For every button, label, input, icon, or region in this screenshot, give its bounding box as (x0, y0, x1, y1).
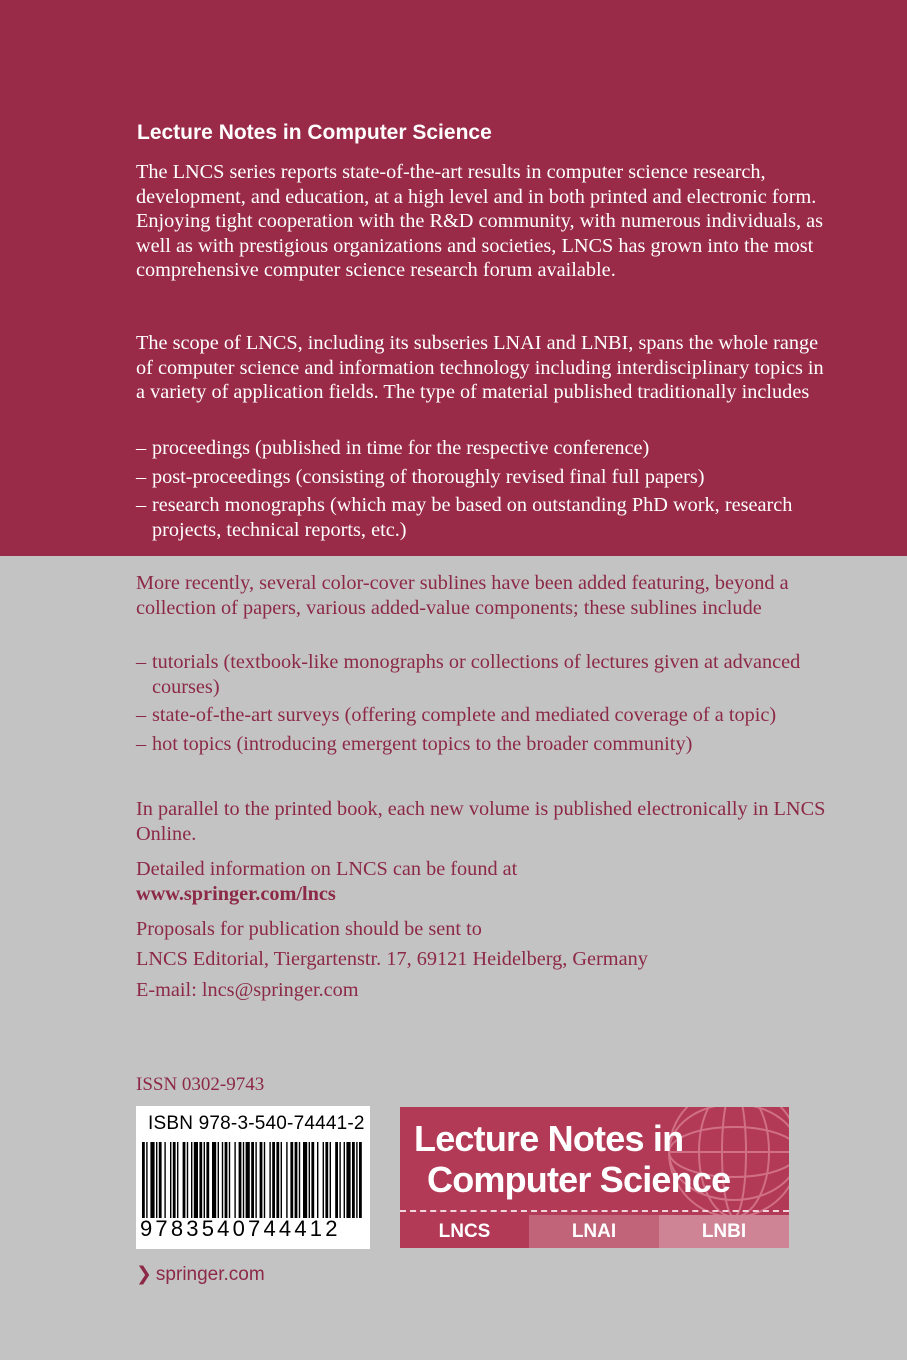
barcode-bar (222, 1142, 223, 1218)
barcode-bar (255, 1142, 256, 1218)
list-item: – tutorials (textbook-like monographs or collections of lectures given at advanced courses) (136, 651, 801, 698)
isbn-digits: 9783540744412 (140, 1216, 341, 1241)
info-paragraph (136, 857, 826, 906)
barcode-bar (260, 1142, 263, 1218)
barcode-bar (330, 1142, 331, 1218)
barcode-bar (187, 1142, 188, 1218)
list-item: – research monographs (which may be based on outstanding PhD work, research projects, technical reports, etc.) (136, 494, 793, 541)
barcode-bar (281, 1142, 282, 1218)
barcode-bar (229, 1142, 230, 1218)
logo-tab-lncs: LNCS (400, 1215, 529, 1248)
barcode-bar (290, 1142, 293, 1218)
barcode-bar (246, 1142, 250, 1218)
publisher-site-label: springer.com (155, 1264, 265, 1285)
sublines-list (136, 650, 836, 756)
logo-title-line2: Computer Science (427, 1159, 731, 1200)
issn-number: ISSN 0302-9743 (136, 1074, 265, 1095)
barcode-bar (269, 1142, 270, 1218)
barcode-bar (156, 1142, 157, 1218)
barcode-bar (352, 1142, 355, 1218)
barcode-bar (191, 1142, 192, 1218)
barcode-bar (295, 1142, 298, 1218)
barcode-bar (311, 1142, 314, 1218)
barcode-bar (142, 1142, 145, 1218)
barcode-bar (183, 1142, 186, 1218)
list-item: – state-of-the-art surveys (offering complete and mediated coverage of a topic) (136, 704, 777, 726)
logo-tab-lnbi: LNBI (659, 1215, 789, 1248)
barcode-bar (346, 1142, 350, 1218)
lncs-url-link[interactable]: www.springer.com/lncs (136, 882, 336, 905)
barcode-bar (286, 1142, 287, 1218)
barcode-bar (251, 1142, 254, 1218)
barcode-bar (344, 1142, 345, 1218)
barcode-bar (317, 1142, 318, 1218)
barcode-bar (335, 1142, 338, 1218)
isbn-barcode-box (136, 1106, 370, 1249)
isbn-label: ISBN 978-3-540-74441-2 (148, 1113, 365, 1134)
list-item: – hot topics (introducing emergent topics to the broader community) (136, 732, 693, 755)
list-item: – post-proceedings (consisting of thoroughly revised final full papers) (136, 465, 705, 488)
publisher-site[interactable] (136, 1263, 265, 1286)
barcode-bar (234, 1142, 235, 1218)
list-item: – proceedings (published in time for the respective conference) (136, 437, 650, 459)
barcode-bar (299, 1142, 300, 1218)
barcode-bar (170, 1142, 171, 1218)
barcode-bar (264, 1142, 265, 1218)
barcode-bar (239, 1142, 242, 1218)
online-paragraph: In parallel to the printed book, each new volume is published electronically in LNCS Online. (136, 798, 826, 845)
traditional-material-list (136, 436, 836, 542)
barcode-bar (325, 1142, 328, 1218)
barcode-bar (177, 1142, 178, 1218)
barcode-bar (199, 1142, 202, 1218)
scope-paragraph: The scope of LNCS, including its subseries LNAI and LNBI, spans the whole range of computer science and information technology including interdisciplinary topics in a variety of application fields. The type of material published traditionally includes (136, 332, 824, 403)
barcode-bar (150, 1142, 154, 1218)
sublines-paragraph: More recently, several color-cover sublines have been added featuring, beyond a collection of papers, various added-value components; these sublines include (136, 572, 789, 619)
series-title: Lecture Notes in Computer Science (137, 121, 492, 144)
barcode-bar (339, 1142, 340, 1218)
barcode-bar (276, 1142, 279, 1218)
barcode-bar (164, 1142, 165, 1218)
barcode-bar (159, 1142, 162, 1218)
barcode-bar (206, 1142, 209, 1218)
barcode-bar (356, 1142, 357, 1218)
intro-paragraph: The LNCS series reports state-of-the-art results in computer science research, development, and education, at a high level and in both printed and electronic form. Enjoying tight cooperation with the R&D community, with numerous individuals, as well as with prestigious organizations and societies, LNCS has grown into the most comprehensive computer science research forum available. (136, 161, 824, 281)
barcode-bar (225, 1142, 228, 1218)
barcode-bar (212, 1142, 216, 1218)
barcode-bar (243, 1142, 244, 1218)
logo-tab-lnai: LNAI (529, 1215, 659, 1248)
barcode-bar (146, 1142, 147, 1218)
proposals-text: Proposals for publication should be sent to (136, 918, 482, 940)
barcode-bar (272, 1142, 275, 1218)
chevron-right-icon: ❯ (136, 1264, 152, 1285)
barcode-bar (323, 1142, 324, 1218)
barcode-bar (303, 1142, 307, 1218)
barcode-bar (173, 1142, 176, 1218)
barcode-bar (194, 1142, 198, 1218)
barcode-bar (309, 1142, 310, 1218)
logo-title-line1: Lecture Notes in (414, 1118, 684, 1159)
logo-divider (400, 1210, 789, 1212)
barcode-bar (359, 1142, 362, 1218)
barcode-bar (204, 1142, 205, 1218)
barcode-bar (218, 1142, 219, 1218)
editorial-address: LNCS Editorial, Tiergartenstr. 17, 69121 Heidelberg, Germany (136, 948, 648, 970)
contact-email: E-mail: lncs@springer.com (136, 979, 359, 1001)
barcode-image (142, 1142, 364, 1218)
info-text: Detailed information on LNCS can be found at (136, 858, 518, 880)
lncs-logo (400, 1107, 789, 1248)
